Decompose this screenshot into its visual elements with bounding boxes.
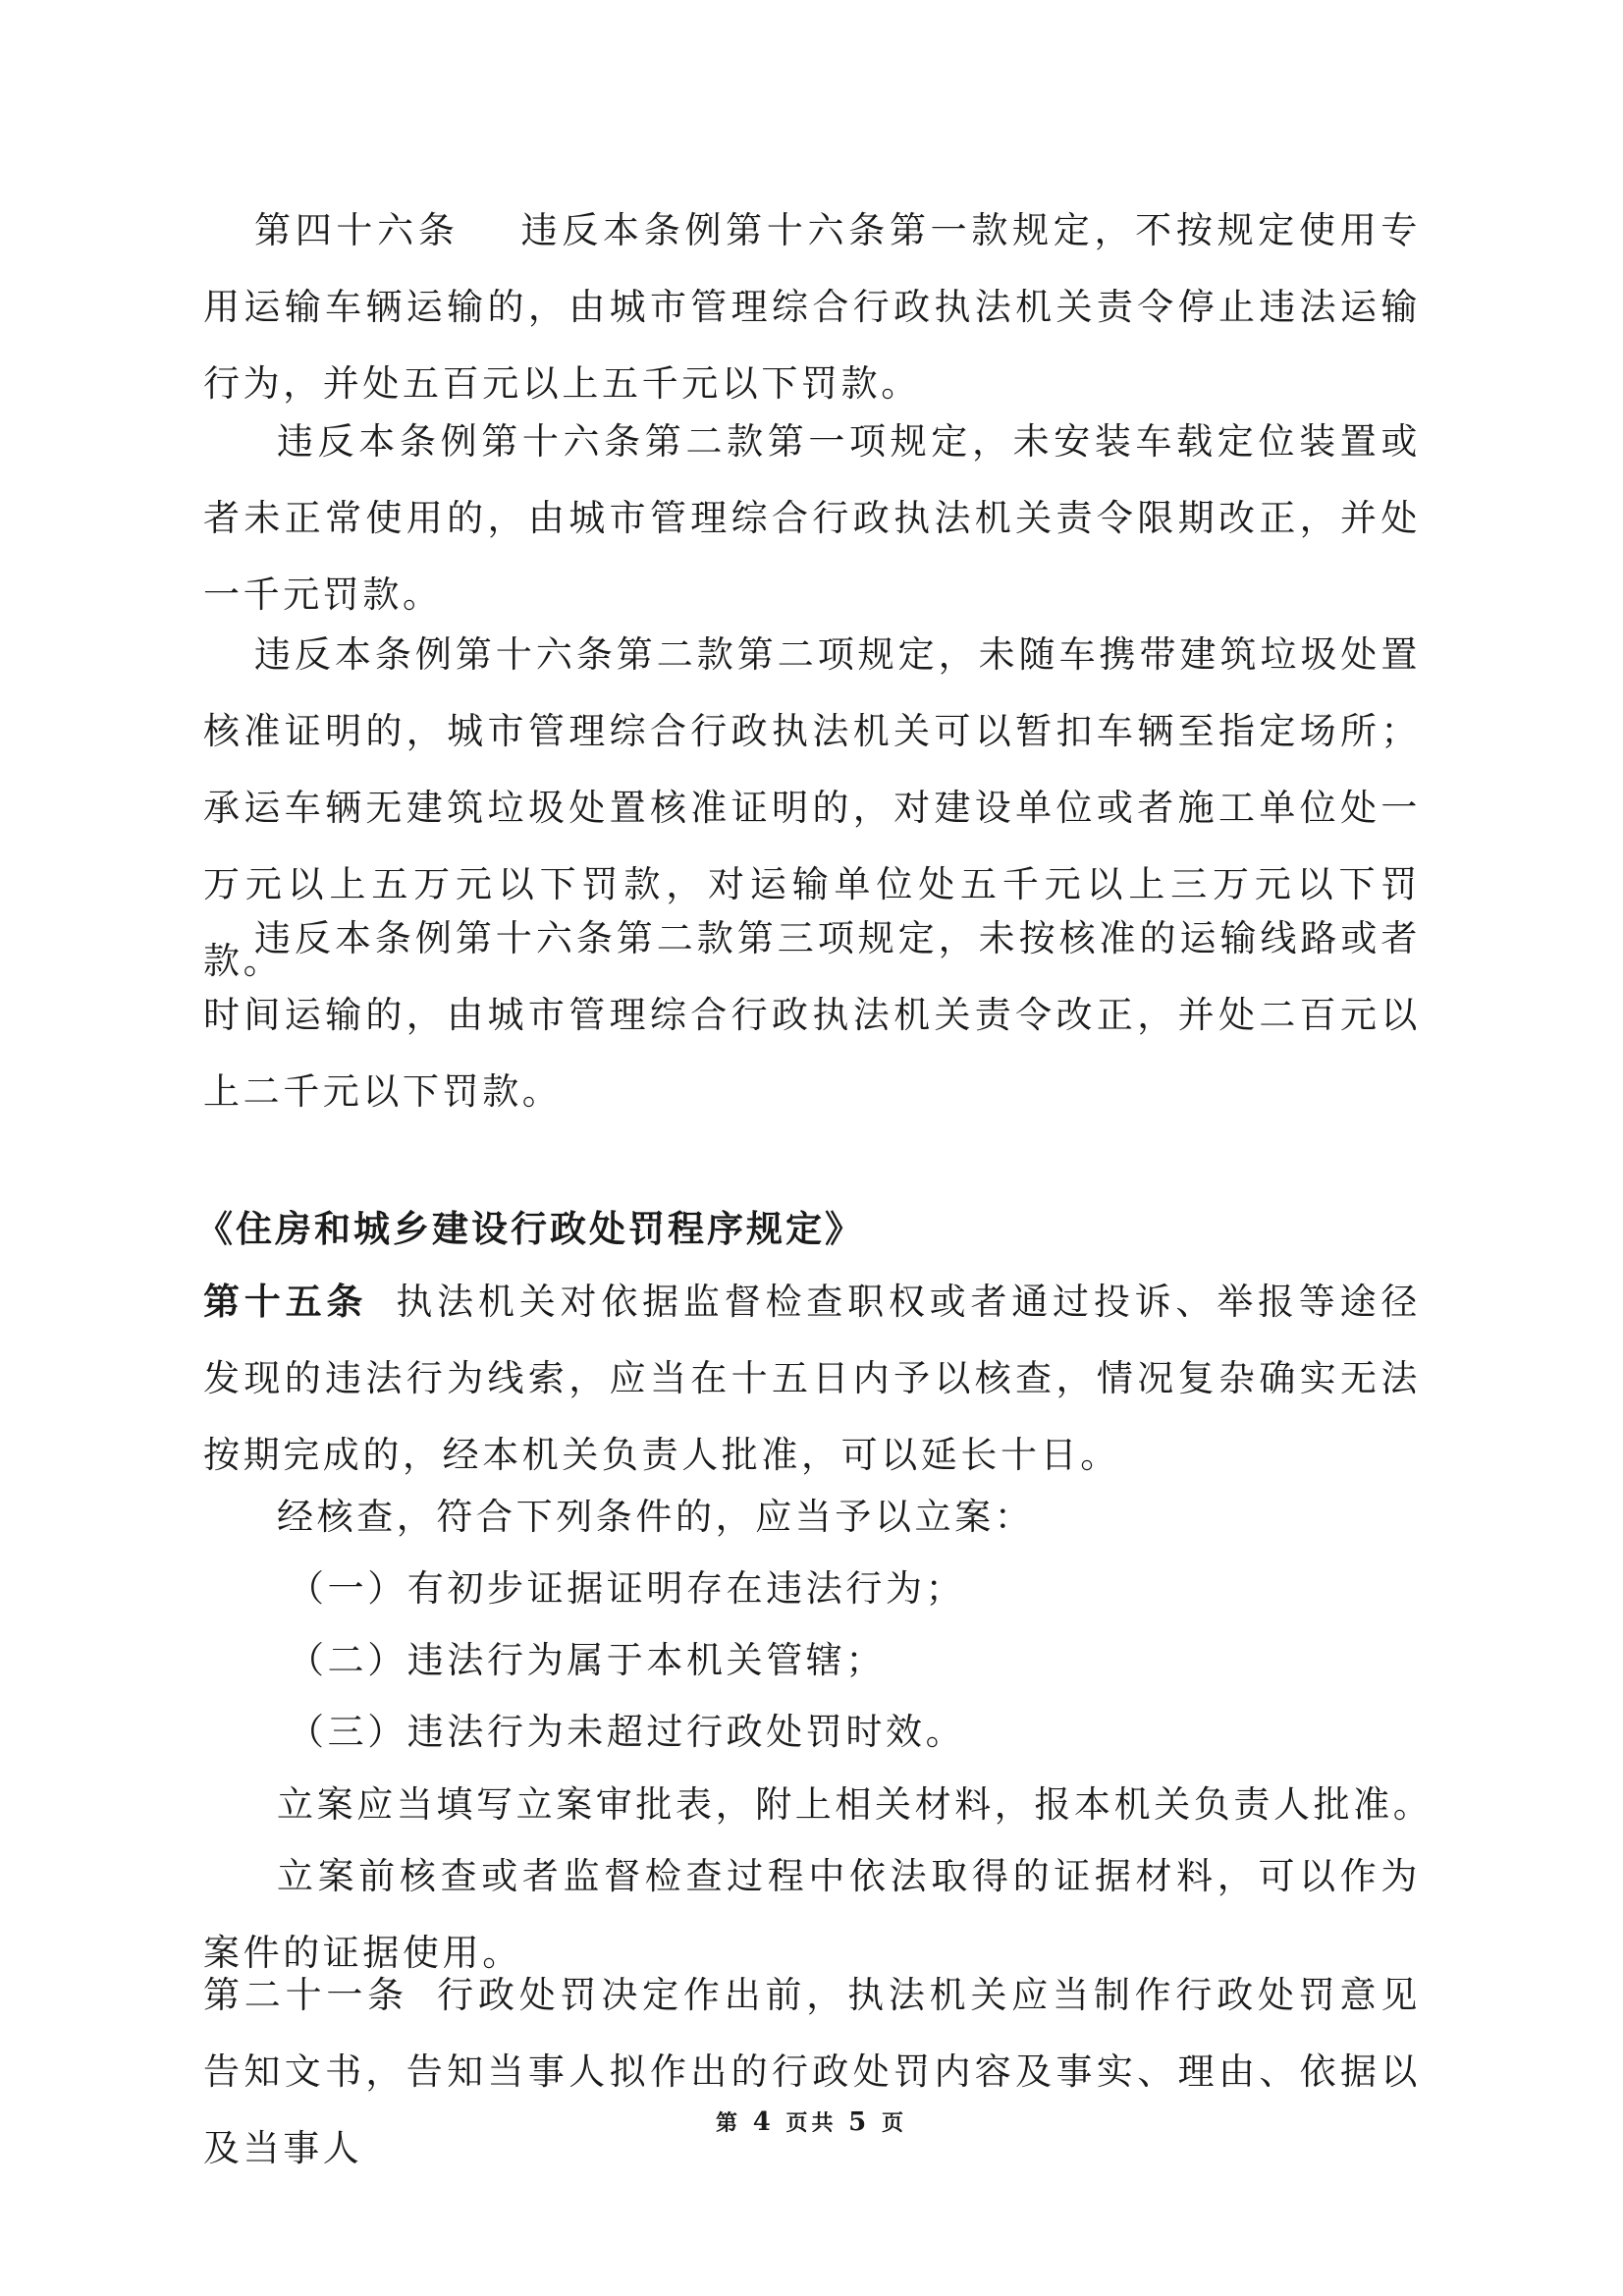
footer-suffix: 页 xyxy=(881,2110,907,2136)
article-46-paragraph-3: 违反本条例第十六条第二款第二项规定，未随车携带建筑垃圾处置核准证明的，城市管理综合行政执法机关可以暂扣车辆至指定场所；承运车辆无建筑垃圾处置核准证明的，对建设单位或者施工单位处一万元以上五万元以下罚款，对运输单位处五千元以上三万元以下罚款。 xyxy=(203,633,1421,982)
article-15-paragraph-2: 立案应当填写立案审批表，附上相关材料，报本机关负责人批准。 xyxy=(277,1783,1434,1826)
article-15-item-1: （一）有初步证据证明存在违法行为； xyxy=(288,1567,966,1610)
article-46-label: 第四十六条 xyxy=(254,209,460,251)
article-15-paragraph-3: 立案前核查或者监督检查过程中依法取得的证据材料，可以作为案件的证据使用。 xyxy=(203,1855,1421,1974)
article-46-text-1: 违反本条例第十六条第一款规定，不按规定使用专用运输车辆运输的，由城市管理综合行政执法机关责令停止违法运输行为，并处五百元以上五千元以下罚款。 xyxy=(203,209,1422,405)
footer-prefix: 第 xyxy=(716,2110,742,2136)
regulation-title: 《住房和城乡建设行政处罚程序规定》 xyxy=(196,1207,864,1250)
article-21-paragraph xyxy=(203,1957,1421,2187)
article-15-label: 第十五条 xyxy=(203,1280,368,1323)
article-15-item-2: （二）违法行为属于本机关管辖； xyxy=(288,1639,886,1681)
article-15-intro: 经核查，符合下列条件的，应当予以立案： xyxy=(277,1496,1035,1538)
article-21-text: 行政处罚决定作出前，执法机关应当制作行政处罚意见告知文书，告知当事人拟作出的行政处罚内容及事实、理由、依据以及当事人 xyxy=(203,1974,1421,2169)
article-21-label: 第二十一条 xyxy=(203,1974,408,2016)
current-page-number: 4 xyxy=(752,2107,775,2137)
article-46-paragraph-1 xyxy=(203,192,1421,422)
article-15-text: 执法机关对依据监督检查职权或者通过投诉、举报等途径发现的违法行为线索，应当在十五日内予以核查，情况复杂确实无法按期完成的，经本机关负责人批准，可以延长十日。 xyxy=(203,1281,1421,1476)
article-46-paragraph-2: 违反本条例第十六条第二款第一项规定，未安装车载定位装置或者未正常使用的，由城市管理综合行政执法机关责令限期改正，并处一千元罚款。 xyxy=(203,420,1421,616)
footer-middle: 页共 xyxy=(785,2110,838,2136)
article-46-paragraph-4: 违反本条例第十六条第二款第三项规定，未按核准的运输线路或者时间运输的，由城市管理综合行政执法机关责令改正，并处二百元以上二千元以下罚款。 xyxy=(203,917,1421,1113)
total-page-number: 5 xyxy=(848,2107,871,2137)
article-15-item-3: （三）违法行为未超过行政处罚时效。 xyxy=(288,1711,966,1753)
article-15-paragraph xyxy=(203,1263,1421,1494)
page-footer xyxy=(0,2106,1623,2137)
